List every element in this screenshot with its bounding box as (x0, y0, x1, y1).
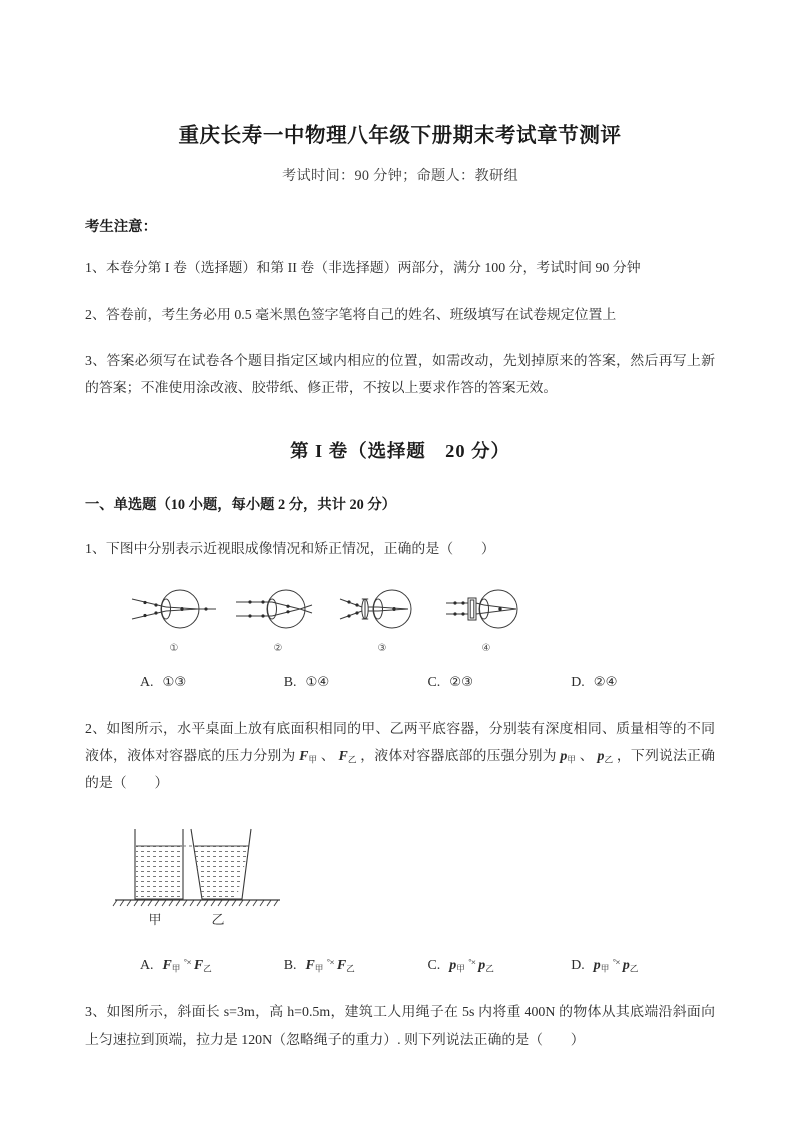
question-2-option-c-value: $p_甲^\circ\times p_乙$ (449, 957, 494, 974)
part-heading: 第 I 卷（选择题 20 分） (290, 440, 510, 461)
page-title: 重庆长寿一中物理八年级下册期末考试章节测评 (178, 125, 622, 147)
question-2-option-b[interactable] (284, 957, 428, 974)
eye-diagram-3-svg (338, 583, 426, 635)
question-2-text (85, 691, 715, 797)
question-2-symbol-f-yi: $F_乙$ (338, 748, 357, 765)
question-3-text: 3、如图所示，斜面长 s=3m，高 h=0.5m，建筑工人用绳子在 5s 内将重 400N 的物体从其底端沿斜面向上匀速拉到顶端，拉力是 120N（忽略绳子的重力）. 则下列说法正确的是（ ） (85, 1005, 715, 1048)
question-2-option-a-value: $F_甲^\circ\times F_乙$ (162, 957, 212, 974)
eye-diagram-1-svg (130, 583, 218, 635)
question-2-figure (85, 797, 715, 936)
question-1-option-b-value: ①④ (305, 674, 330, 690)
question-2-option-d[interactable] (571, 957, 715, 974)
question-2-symbol-f-jia: $F_甲$ (299, 748, 318, 765)
question-2-option-b-label: B. (283, 958, 297, 974)
question-1-option-c-value: ②③ (449, 674, 473, 690)
question-2-option-d-label: D. (571, 958, 585, 974)
eye-diagram-2-svg (234, 583, 322, 635)
section-heading: 一、单选题（10 小题，每小题 2 分，共计 20 分） (85, 496, 396, 513)
question-2-option-d-value: $p_甲^\circ\times p_乙$ (593, 957, 639, 974)
vessel-label-jia: 甲 (148, 912, 162, 928)
eye-diagram-1-caption: ① (169, 642, 179, 654)
question-2-symbol-p-yi: $p_乙$ (597, 748, 614, 765)
notice-line-3: 3、答案必须写在试卷各个题目指定区域内相应的位置，如需改动，先划掉原来的答案，然后再写上新的答案；不准使用涂改液、胶带纸、修正带，不按以上要求作答的答案无效。 (85, 354, 715, 397)
eye-diagram-2-caption: ② (273, 642, 283, 654)
eye-diagram-3-caption: ③ (377, 642, 387, 654)
question-1-option-a-label: A. (140, 674, 154, 690)
question-1-text: 1、下图中分别表示近视眼成像情况和矫正情况，正确的是（ ） (85, 541, 495, 557)
exam-subtitle: 考试时间：90 分钟；命题人：教研组 (282, 168, 518, 184)
page-content (85, 0, 715, 1054)
question-1-figure (85, 563, 715, 654)
notice-heading: 考生注意： (85, 219, 157, 235)
question-2-text-part3: ，液体对容器底部的压强分别为 (360, 748, 557, 764)
question-1-option-d[interactable] (571, 675, 715, 691)
question-1-option-a[interactable] (140, 675, 284, 691)
eye-diagram-3 (338, 583, 426, 654)
question-1-option-d-label: D. (571, 674, 585, 690)
question-1-option-c[interactable] (428, 675, 572, 691)
question-2-vessels-svg (105, 819, 295, 931)
question-2-text-part2: 、 (320, 748, 335, 764)
question-2-options (85, 936, 715, 974)
eye-diagram-1 (130, 583, 218, 654)
question-1-option-b-label: B. (283, 674, 297, 690)
notice-line-2: 2、答卷前，考生务必用 0.5 毫米黑色签字笔将自己的姓名、班级填写在试卷规定位置上 (85, 307, 617, 323)
question-1-option-b[interactable] (284, 675, 428, 691)
eye-diagram-4-caption: ④ (481, 642, 491, 654)
question-2-option-a[interactable] (140, 957, 284, 974)
eye-diagram-4 (442, 583, 530, 654)
question-2-option-c-label: C. (427, 958, 441, 974)
eye-diagram-4-svg (442, 583, 530, 635)
question-2-option-b-value: $F_甲^\circ\times F_乙$ (305, 957, 355, 974)
question-2-option-c[interactable] (428, 957, 572, 974)
question-1-options (85, 654, 715, 691)
question-1-option-a-value: ①③ (162, 674, 187, 690)
question-2-symbol-p-jia: $p_甲$ (560, 748, 577, 765)
eye-diagram-2 (234, 583, 322, 654)
notice-line-1: 1、本卷分第 I 卷（选择题）和第 II 卷（非选择题）两部分，满分 100 分，考试时间 90 分钟 (85, 261, 641, 276)
vessel-label-yi: 乙 (211, 912, 225, 928)
question-1-option-d-value: ②④ (593, 674, 618, 690)
question-2-text-part4: 、 (579, 748, 594, 764)
question-2-option-a-label: A. (140, 958, 154, 974)
question-1-option-c-label: C. (427, 674, 441, 690)
question-2-text-part5: ，下列说法正确的是（ ） (85, 748, 715, 792)
question-2-text-part1: 2、如图所示，水平桌面上放有底面积相同的甲、乙两平底容器，分别装有深度相同、质量相等的不同液体，液体对容器底的压力分别为 (85, 721, 715, 764)
